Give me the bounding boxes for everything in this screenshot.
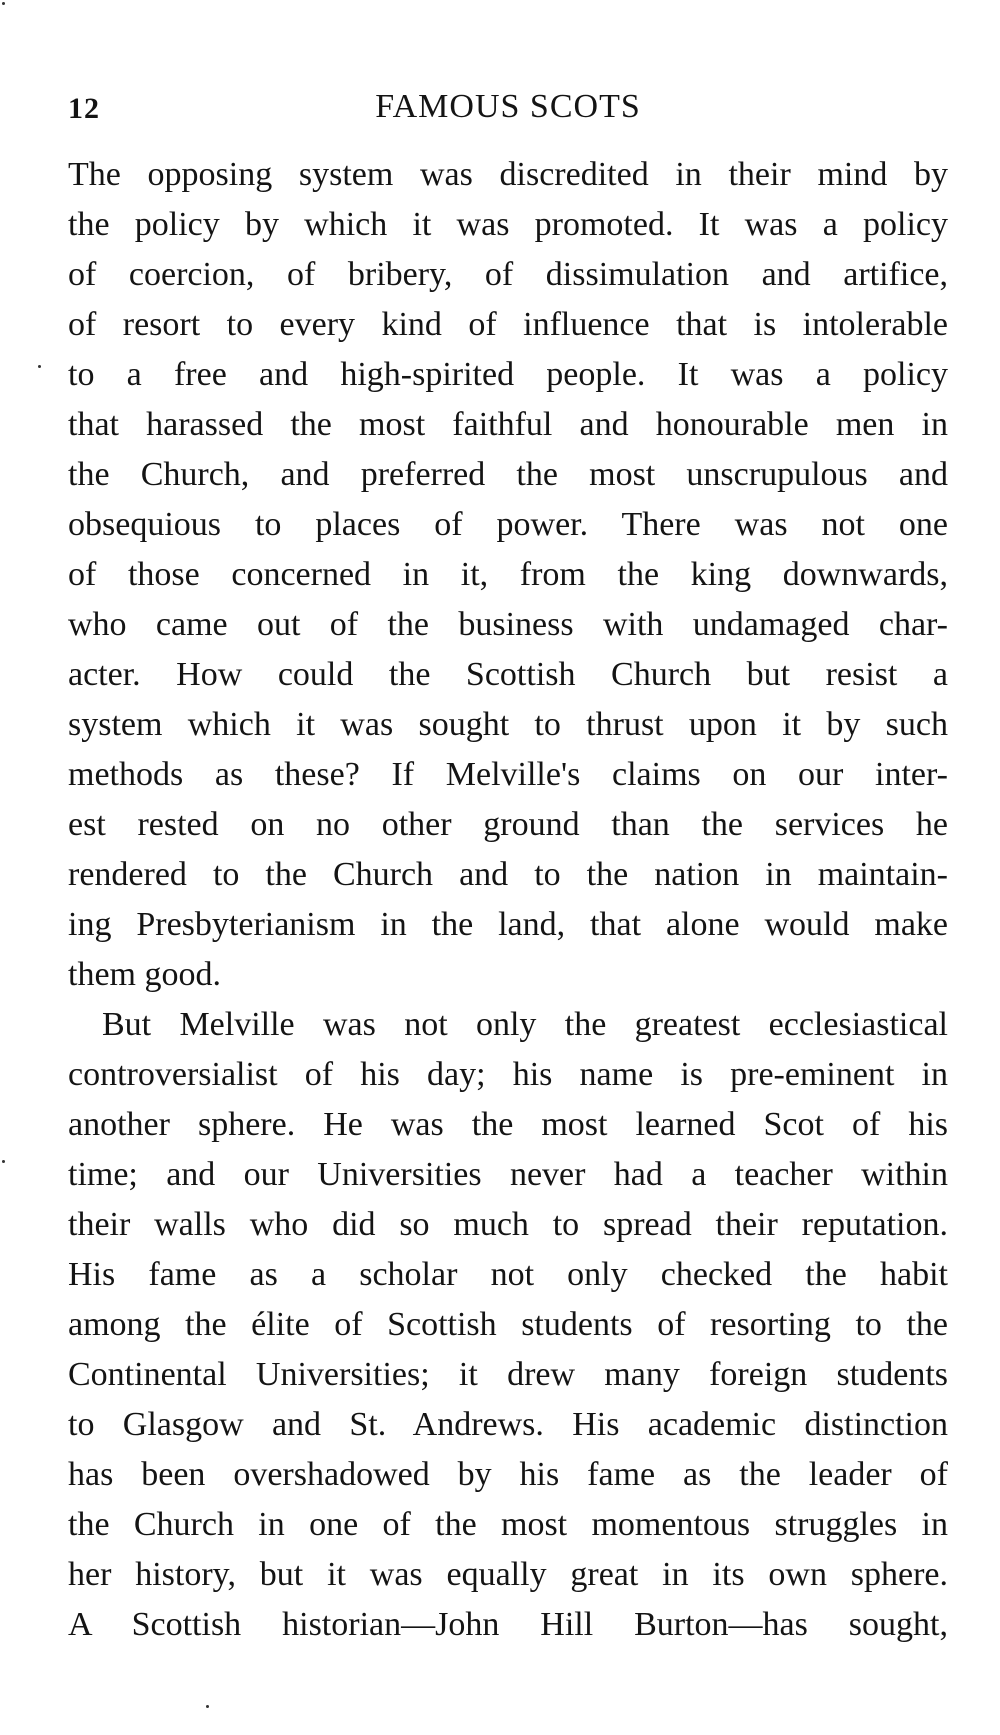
text-line: of resort to every kind of influence that is intolerable [68,306,948,343]
scan-speck [2,2,5,5]
text-line: their walls who did so much to spread their reputation. [68,1206,948,1243]
text-line: methods as these? If Melville's claims on our inter- [68,756,948,793]
text-line: her history, but it was equally great in its own sphere. [68,1556,948,1593]
text-line: acter. How could the Scottish Church but resist a [68,656,948,693]
text-line: the Church, and preferred the most unscrupulous and [68,456,948,493]
page-number: 12 [68,92,100,125]
text-line: of coercion, of bribery, of dissimulation and artifice, [68,256,948,293]
text-line: to Glasgow and St. Andrews. His academic distinction [68,1406,948,1443]
text-line: that harassed the most faithful and honourable men in [68,406,948,443]
text-line: has been overshadowed by his fame as the leader of [68,1456,948,1493]
text-line: His fame as a scholar not only checked the habit [68,1256,948,1293]
running-title: FAMOUS SCOTS [375,88,641,125]
text-line: controversialist of his day; his name is pre-eminent in [68,1056,948,1093]
text-line: est rested on no other ground than the services he [68,806,948,843]
text-line: among the élite of Scottish students of resorting to the [68,1306,948,1343]
text-line: time; and our Universities never had a teacher within [68,1156,948,1193]
body-text [68,150,948,1650]
text-line: Continental Universities; it drew many foreign students [68,1356,948,1393]
scan-speck [38,365,41,368]
text-line: ing Presbyterianism in the land, that alone would make [68,906,948,943]
text-line: to a free and high-spirited people. It was a policy [68,356,948,393]
scan-speck [206,1705,209,1708]
text-line: system which it was sought to thrust upon it by such [68,706,948,743]
text-line: the Church in one of the most momentous struggles in [68,1506,948,1543]
scan-speck [2,1160,5,1163]
text-line: A Scottish historian—John Hill Burton—has sought, [68,1606,948,1643]
text-line: who came out of the business with undamaged char- [68,606,948,643]
text-line: of those concerned in it, from the king downwards, [68,556,948,593]
text-line: The opposing system was discredited in their mind by [68,156,948,193]
text-line: them good. [68,956,221,993]
text-line: rendered to the Church and to the nation in maintain- [68,856,948,893]
page-header [68,88,948,138]
text-line: obsequious to places of power. There was not one [68,506,948,543]
text-line: But Melville was not only the greatest ecclesiastical [102,1006,948,1043]
text-line: another sphere. He was the most learned Scot of his [68,1106,948,1143]
text-line: the policy by which it was promoted. It was a policy [68,206,948,243]
